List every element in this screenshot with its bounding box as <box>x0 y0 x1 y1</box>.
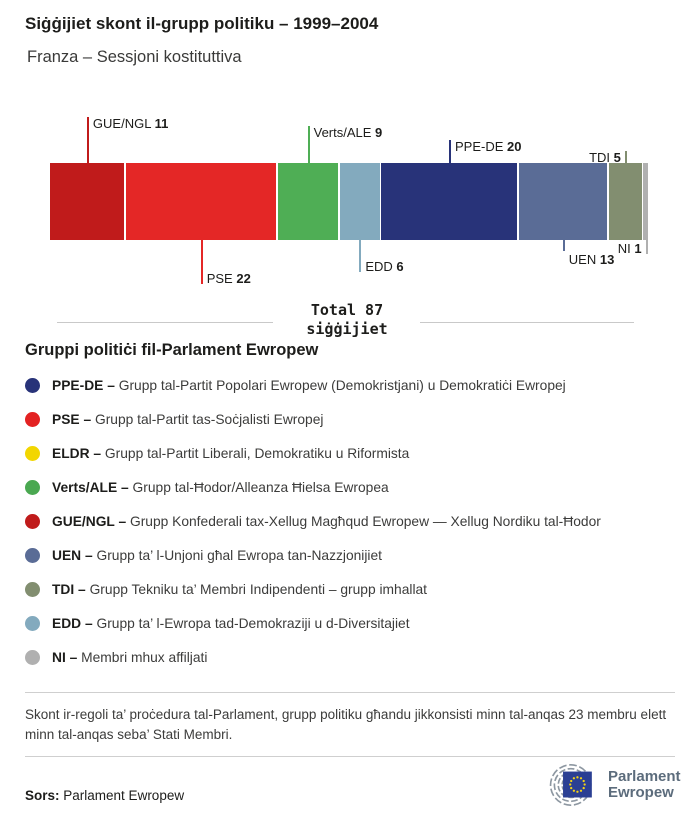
footnote-text: Skont ir-regoli ta’ proċedura tal-Parlament, grupp politiku għandu jikkonsisti minn tal-anqas 23 membru elett minn tal-anqas seba’ Stati Membri. <box>25 707 667 742</box>
legend-item-text: Verts/ALE – Grupp tal-Ħodor/Alleanza Ħielsa Ewropea <box>52 479 389 495</box>
page-title: Siġġijiet skont il-grupp politiku – 1999–2004 <box>25 14 379 33</box>
legend-item-text: EDD – Grupp ta’ l-Ewropa tad-Demokraziji u d-Diversitajiet <box>52 615 410 631</box>
callout-label-edd: EDD 6 <box>365 259 404 274</box>
total-seats-line2: siġġijiet <box>306 320 388 338</box>
seats-stacked-bar-chart <box>0 0 700 300</box>
callout-line-edd <box>359 240 361 272</box>
total-divider-right <box>420 322 634 323</box>
footnote-divider-bottom <box>25 756 675 757</box>
callout-label-ppe-de: PPE-DE 20 <box>455 139 522 154</box>
legend-item-text: NI – Membri mhux affiljati <box>52 649 208 665</box>
legend-item-ppe-de <box>25 368 685 402</box>
source-line <box>25 788 184 803</box>
legend-list <box>25 368 685 674</box>
callout-label-uen: UEN 13 <box>568 252 615 267</box>
total-seats-label <box>272 301 422 339</box>
bar-segment-tdi <box>609 163 642 240</box>
logo-wordmark <box>608 769 681 801</box>
bar-segment-ni <box>643 163 648 240</box>
total-divider-left <box>57 322 273 323</box>
legend-heading: Gruppi politiċi fil-Parlament Ewropew <box>25 341 319 359</box>
bar-segment-edd <box>340 163 380 240</box>
legend-color-dot <box>25 446 40 461</box>
legend-item-pse <box>25 402 685 436</box>
legend-item-text: PSE – Grupp tal-Partit tas-Soċjalisti Ewropej <box>52 411 324 427</box>
callout-line-verts-ale <box>308 126 310 163</box>
callout-line-ni <box>646 240 648 254</box>
legend-item-tdi <box>25 572 685 606</box>
callout-label-verts-ale: Verts/ALE 9 <box>313 125 383 140</box>
callout-line-uen <box>563 240 565 251</box>
legend-color-dot <box>25 514 40 529</box>
bar-segment-pse <box>126 163 276 240</box>
legend-color-dot <box>25 616 40 631</box>
callout-label-pse: PSE 22 <box>206 271 251 286</box>
legend-color-dot <box>25 480 40 495</box>
legend-item-edd <box>25 606 685 640</box>
bar-segment-gue-ngl <box>50 163 124 240</box>
total-seats-line1: Total 87 <box>310 301 384 319</box>
page-subtitle: Franza – Sessjoni kostituttiva <box>27 48 242 66</box>
callout-line-gue-ngl <box>87 117 89 163</box>
legend-item-gue-ngl <box>25 504 685 538</box>
legend-color-dot <box>25 378 40 393</box>
footnote-divider-top <box>25 692 675 693</box>
bar-segment-uen <box>519 163 607 240</box>
legend-item-text: UEN – Grupp ta’ l-Unjoni għal Ewropa tan-Nazzjonijiet <box>52 547 383 563</box>
legend-color-dot <box>25 650 40 665</box>
legend-item-text: GUE/NGL – Grupp Konfederali tax-Xellug Magħqud Ewropew — Xellug Nordiku tal-Ħodor <box>52 513 601 529</box>
callout-label-gue-ngl: GUE/NGL 11 <box>92 116 169 131</box>
source-value-text: Parlament Ewropew <box>63 788 185 803</box>
callout-line-ppe-de <box>449 140 451 163</box>
legend-item-verts-ale <box>25 470 685 504</box>
legend-item-text: TDI – Grupp Tekniku ta’ Membri Indipendenti – grupp imhallat <box>52 581 428 597</box>
legend-item-eldr <box>25 436 685 470</box>
eu-flag <box>563 772 592 798</box>
bar-segment-verts-ale <box>278 163 339 240</box>
callout-line-pse <box>201 240 203 284</box>
hemicycle-flag-icon <box>528 761 600 809</box>
legend-item-text: PPE-DE – Grupp tal-Partit Popolari Ewropew (Demokristjani) u Demokratiċi Ewropej <box>52 377 566 393</box>
european-parliament-logo <box>528 761 681 809</box>
bar-segment-ppe-de <box>381 163 517 240</box>
legend-item-ni <box>25 640 685 674</box>
logo-line1: Parlament <box>608 768 681 785</box>
legend-color-dot <box>25 582 40 597</box>
callout-line-tdi <box>625 151 627 163</box>
callout-label-tdi: TDI 5 <box>589 150 621 165</box>
logo-line2: Ewropew <box>608 784 674 801</box>
legend-color-dot <box>25 412 40 427</box>
legend-item-uen <box>25 538 685 572</box>
source-label: Sors: <box>25 788 60 803</box>
legend-color-dot <box>25 548 40 563</box>
callout-label-ni: NI 1 <box>617 241 642 256</box>
legend-item-text: ELDR – Grupp tal-Partit Liberali, Demokratiku u Riformista <box>52 445 410 461</box>
